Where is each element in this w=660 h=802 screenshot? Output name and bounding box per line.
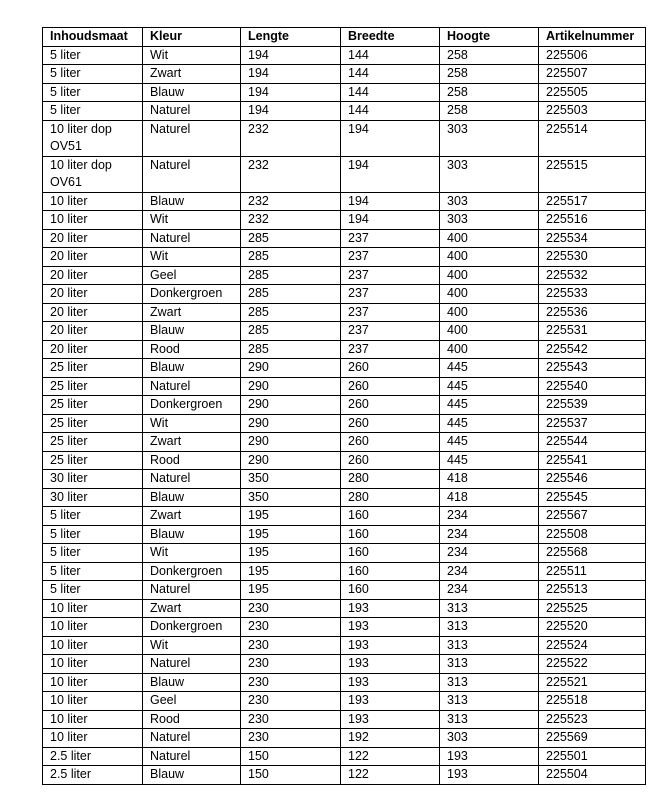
cell-lengte: 150: [241, 747, 341, 766]
cell-hoogte: 445: [440, 396, 539, 415]
table-row: [43, 414, 646, 433]
cell-breedte: 160: [341, 525, 440, 544]
cell-kleur: Zwart: [143, 507, 241, 526]
cell-inhoudsmaat: 10 liter: [43, 599, 143, 618]
cell-artikelnummer: 225568: [539, 544, 646, 563]
table-row: [43, 340, 646, 359]
cell-inhoudsmaat: 5 liter: [43, 507, 143, 526]
cell-kleur: Donkergroen: [143, 396, 241, 415]
cell-artikelnummer: 225523: [539, 710, 646, 729]
cell-hoogte: 445: [440, 414, 539, 433]
cell-lengte: 232: [241, 156, 341, 192]
cell-breedte: 193: [341, 710, 440, 729]
cell-breedte: 193: [341, 618, 440, 637]
cell-kleur: Naturel: [143, 120, 241, 156]
cell-lengte: 285: [241, 248, 341, 267]
cell-lengte: 230: [241, 710, 341, 729]
cell-lengte: 285: [241, 285, 341, 304]
cell-hoogte: 400: [440, 285, 539, 304]
cell-kleur: Wit: [143, 636, 241, 655]
cell-breedte: 144: [341, 46, 440, 65]
table-row: [43, 636, 646, 655]
cell-breedte: 193: [341, 692, 440, 711]
cell-breedte: 260: [341, 396, 440, 415]
cell-hoogte: 445: [440, 359, 539, 378]
cell-breedte: 194: [341, 192, 440, 211]
table-row: [43, 562, 646, 581]
cell-lengte: 290: [241, 396, 341, 415]
cell-kleur: Naturel: [143, 655, 241, 674]
table-row: [43, 507, 646, 526]
cell-breedte: 160: [341, 562, 440, 581]
table-row: [43, 396, 646, 415]
cell-kleur: Zwart: [143, 599, 241, 618]
cell-kleur: Naturel: [143, 729, 241, 748]
cell-hoogte: 193: [440, 747, 539, 766]
cell-inhoudsmaat: 20 liter: [43, 322, 143, 341]
cell-artikelnummer: 225541: [539, 451, 646, 470]
cell-hoogte: 313: [440, 673, 539, 692]
cell-inhoudsmaat: 25 liter: [43, 451, 143, 470]
cell-lengte: 230: [241, 655, 341, 674]
cell-artikelnummer: 225532: [539, 266, 646, 285]
cell-hoogte: 400: [440, 340, 539, 359]
cell-lengte: 195: [241, 507, 341, 526]
cell-lengte: 195: [241, 525, 341, 544]
cell-artikelnummer: 225536: [539, 303, 646, 322]
table-row: [43, 525, 646, 544]
cell-breedte: 193: [341, 673, 440, 692]
table-row: [43, 470, 646, 489]
cell-breedte: 144: [341, 65, 440, 84]
cell-kleur: Blauw: [143, 673, 241, 692]
cell-inhoudsmaat: 10 liter: [43, 729, 143, 748]
cell-inhoudsmaat: 20 liter: [43, 303, 143, 322]
cell-breedte: 237: [341, 285, 440, 304]
cell-artikelnummer: 225534: [539, 229, 646, 248]
cell-artikelnummer: 225545: [539, 488, 646, 507]
cell-hoogte: 313: [440, 618, 539, 637]
cell-breedte: 237: [341, 248, 440, 267]
cell-lengte: 232: [241, 192, 341, 211]
cell-hoogte: 234: [440, 544, 539, 563]
cell-hoogte: 313: [440, 599, 539, 618]
table-row: [43, 747, 646, 766]
cell-breedte: 193: [341, 599, 440, 618]
header-artikelnummer: Artikelnummer: [539, 28, 646, 47]
table-row: [43, 192, 646, 211]
cell-kleur: Blauw: [143, 359, 241, 378]
cell-artikelnummer: 225511: [539, 562, 646, 581]
cell-lengte: 290: [241, 359, 341, 378]
cell-hoogte: 303: [440, 211, 539, 230]
cell-kleur: Blauw: [143, 192, 241, 211]
cell-inhoudsmaat: 25 liter: [43, 359, 143, 378]
cell-inhoudsmaat: 5 liter: [43, 83, 143, 102]
table-row: [43, 46, 646, 65]
cell-lengte: 230: [241, 692, 341, 711]
cell-inhoudsmaat: 5 liter: [43, 544, 143, 563]
cell-artikelnummer: 225543: [539, 359, 646, 378]
cell-kleur: Naturel: [143, 102, 241, 121]
table-row: [43, 692, 646, 711]
cell-hoogte: 400: [440, 322, 539, 341]
cell-inhoudsmaat: 25 liter: [43, 433, 143, 452]
cell-kleur: Rood: [143, 340, 241, 359]
cell-breedte: 160: [341, 544, 440, 563]
cell-lengte: 285: [241, 322, 341, 341]
cell-artikelnummer: 225537: [539, 414, 646, 433]
cell-lengte: 230: [241, 599, 341, 618]
cell-artikelnummer: 225544: [539, 433, 646, 452]
cell-artikelnummer: 225516: [539, 211, 646, 230]
cell-kleur: Wit: [143, 211, 241, 230]
cell-breedte: 160: [341, 507, 440, 526]
cell-breedte: 193: [341, 655, 440, 674]
cell-hoogte: 234: [440, 581, 539, 600]
table-row: [43, 83, 646, 102]
cell-kleur: Rood: [143, 710, 241, 729]
cell-lengte: 230: [241, 729, 341, 748]
cell-breedte: 260: [341, 451, 440, 470]
cell-artikelnummer: 225506: [539, 46, 646, 65]
cell-breedte: 260: [341, 414, 440, 433]
cell-artikelnummer: 225513: [539, 581, 646, 600]
table-row: [43, 359, 646, 378]
cell-hoogte: 234: [440, 507, 539, 526]
cell-breedte: 193: [341, 636, 440, 655]
cell-inhoudsmaat: 10 liter: [43, 673, 143, 692]
cell-inhoudsmaat: 5 liter: [43, 46, 143, 65]
table-row: [43, 377, 646, 396]
cell-artikelnummer: 225521: [539, 673, 646, 692]
cell-inhoudsmaat: 10 liter: [43, 710, 143, 729]
cell-hoogte: 400: [440, 229, 539, 248]
table-row: [43, 729, 646, 748]
cell-lengte: 230: [241, 636, 341, 655]
cell-inhoudsmaat: 20 liter: [43, 248, 143, 267]
table-row: [43, 211, 646, 230]
header-kleur: Kleur: [143, 28, 241, 47]
cell-hoogte: 258: [440, 65, 539, 84]
cell-lengte: 195: [241, 581, 341, 600]
table-row: [43, 102, 646, 121]
cell-hoogte: 313: [440, 692, 539, 711]
cell-artikelnummer: 225533: [539, 285, 646, 304]
cell-artikelnummer: 225514: [539, 120, 646, 156]
cell-inhoudsmaat: 25 liter: [43, 377, 143, 396]
cell-lengte: 290: [241, 414, 341, 433]
cell-hoogte: 258: [440, 102, 539, 121]
cell-artikelnummer: 225508: [539, 525, 646, 544]
cell-inhoudsmaat: 2.5 liter: [43, 747, 143, 766]
cell-kleur: Zwart: [143, 303, 241, 322]
cell-lengte: 194: [241, 83, 341, 102]
cell-breedte: 260: [341, 433, 440, 452]
cell-lengte: 290: [241, 451, 341, 470]
table-row: [43, 618, 646, 637]
product-table: [42, 27, 646, 785]
cell-inhoudsmaat: 5 liter: [43, 102, 143, 121]
cell-lengte: 195: [241, 544, 341, 563]
cell-lengte: 290: [241, 433, 341, 452]
cell-artikelnummer: 225505: [539, 83, 646, 102]
cell-artikelnummer: 225520: [539, 618, 646, 637]
cell-breedte: 237: [341, 229, 440, 248]
cell-kleur: Wit: [143, 248, 241, 267]
cell-kleur: Wit: [143, 46, 241, 65]
cell-hoogte: 258: [440, 46, 539, 65]
cell-lengte: 232: [241, 120, 341, 156]
cell-kleur: Blauw: [143, 525, 241, 544]
cell-hoogte: 193: [440, 766, 539, 785]
cell-inhoudsmaat: 10 liter dop OV51: [43, 120, 143, 156]
cell-inhoudsmaat: 10 liter: [43, 618, 143, 637]
cell-kleur: Blauw: [143, 488, 241, 507]
cell-breedte: 122: [341, 747, 440, 766]
table-row: [43, 581, 646, 600]
cell-artikelnummer: 225503: [539, 102, 646, 121]
cell-hoogte: 418: [440, 470, 539, 489]
cell-lengte: 290: [241, 377, 341, 396]
cell-kleur: Donkergroen: [143, 285, 241, 304]
cell-lengte: 194: [241, 65, 341, 84]
cell-inhoudsmaat: 5 liter: [43, 581, 143, 600]
cell-lengte: 194: [241, 46, 341, 65]
cell-kleur: Wit: [143, 414, 241, 433]
cell-kleur: Zwart: [143, 65, 241, 84]
cell-inhoudsmaat: 10 liter: [43, 636, 143, 655]
table-row: [43, 433, 646, 452]
table-row: [43, 451, 646, 470]
cell-lengte: 150: [241, 766, 341, 785]
cell-inhoudsmaat: 25 liter: [43, 396, 143, 415]
cell-inhoudsmaat: 10 liter: [43, 211, 143, 230]
cell-hoogte: 400: [440, 248, 539, 267]
cell-hoogte: 303: [440, 729, 539, 748]
cell-inhoudsmaat: 20 liter: [43, 229, 143, 248]
cell-artikelnummer: 225530: [539, 248, 646, 267]
cell-artikelnummer: 225501: [539, 747, 646, 766]
table-row: [43, 229, 646, 248]
cell-artikelnummer: 225569: [539, 729, 646, 748]
cell-hoogte: 313: [440, 710, 539, 729]
table-row: [43, 544, 646, 563]
cell-kleur: Geel: [143, 692, 241, 711]
cell-inhoudsmaat: 25 liter: [43, 414, 143, 433]
cell-breedte: 144: [341, 83, 440, 102]
cell-lengte: 350: [241, 488, 341, 507]
cell-breedte: 194: [341, 156, 440, 192]
cell-inhoudsmaat: 20 liter: [43, 285, 143, 304]
cell-inhoudsmaat: 5 liter: [43, 525, 143, 544]
cell-breedte: 237: [341, 340, 440, 359]
table-row: [43, 303, 646, 322]
cell-artikelnummer: 225518: [539, 692, 646, 711]
cell-artikelnummer: 225517: [539, 192, 646, 211]
cell-inhoudsmaat: 10 liter: [43, 655, 143, 674]
cell-hoogte: 400: [440, 266, 539, 285]
cell-inhoudsmaat: 20 liter: [43, 266, 143, 285]
cell-lengte: 350: [241, 470, 341, 489]
table-row: [43, 599, 646, 618]
cell-breedte: 194: [341, 120, 440, 156]
cell-hoogte: 313: [440, 655, 539, 674]
cell-hoogte: 400: [440, 303, 539, 322]
cell-inhoudsmaat: 10 liter dop OV61: [43, 156, 143, 192]
table-row: [43, 156, 646, 192]
cell-inhoudsmaat: 20 liter: [43, 340, 143, 359]
cell-artikelnummer: 225567: [539, 507, 646, 526]
header-hoogte: Hoogte: [440, 28, 539, 47]
cell-hoogte: 418: [440, 488, 539, 507]
table-row: [43, 766, 646, 785]
cell-artikelnummer: 225540: [539, 377, 646, 396]
cell-breedte: 260: [341, 377, 440, 396]
cell-artikelnummer: 225546: [539, 470, 646, 489]
cell-breedte: 194: [341, 211, 440, 230]
cell-hoogte: 258: [440, 83, 539, 102]
cell-kleur: Wit: [143, 544, 241, 563]
cell-lengte: 232: [241, 211, 341, 230]
cell-kleur: Naturel: [143, 377, 241, 396]
cell-inhoudsmaat: 30 liter: [43, 488, 143, 507]
cell-lengte: 194: [241, 102, 341, 121]
table-row: [43, 248, 646, 267]
cell-lengte: 230: [241, 673, 341, 692]
table-body: [43, 46, 646, 784]
cell-hoogte: 445: [440, 451, 539, 470]
cell-breedte: 160: [341, 581, 440, 600]
cell-breedte: 280: [341, 488, 440, 507]
cell-kleur: Naturel: [143, 747, 241, 766]
cell-inhoudsmaat: 5 liter: [43, 65, 143, 84]
table-row: [43, 488, 646, 507]
table-row: [43, 673, 646, 692]
cell-artikelnummer: 225542: [539, 340, 646, 359]
cell-hoogte: 234: [440, 562, 539, 581]
cell-kleur: Naturel: [143, 229, 241, 248]
cell-breedte: 237: [341, 266, 440, 285]
cell-hoogte: 234: [440, 525, 539, 544]
cell-artikelnummer: 225539: [539, 396, 646, 415]
cell-kleur: Blauw: [143, 83, 241, 102]
cell-inhoudsmaat: 30 liter: [43, 470, 143, 489]
cell-artikelnummer: 225531: [539, 322, 646, 341]
header-breedte: Breedte: [341, 28, 440, 47]
table-row: [43, 285, 646, 304]
table-row: [43, 65, 646, 84]
cell-breedte: 237: [341, 322, 440, 341]
cell-lengte: 285: [241, 340, 341, 359]
cell-kleur: Geel: [143, 266, 241, 285]
cell-inhoudsmaat: 10 liter: [43, 692, 143, 711]
cell-lengte: 285: [241, 266, 341, 285]
cell-breedte: 237: [341, 303, 440, 322]
cell-lengte: 285: [241, 229, 341, 248]
cell-inhoudsmaat: 5 liter: [43, 562, 143, 581]
cell-kleur: Naturel: [143, 581, 241, 600]
cell-lengte: 285: [241, 303, 341, 322]
cell-hoogte: 303: [440, 156, 539, 192]
cell-kleur: Zwart: [143, 433, 241, 452]
table-row: [43, 322, 646, 341]
cell-kleur: Naturel: [143, 470, 241, 489]
table-row: [43, 120, 646, 156]
cell-artikelnummer: 225524: [539, 636, 646, 655]
cell-artikelnummer: 225507: [539, 65, 646, 84]
cell-artikelnummer: 225525: [539, 599, 646, 618]
table-row: [43, 710, 646, 729]
table-row: [43, 266, 646, 285]
cell-breedte: 122: [341, 766, 440, 785]
cell-hoogte: 445: [440, 377, 539, 396]
cell-kleur: Blauw: [143, 766, 241, 785]
cell-inhoudsmaat: 10 liter: [43, 192, 143, 211]
cell-lengte: 195: [241, 562, 341, 581]
cell-hoogte: 303: [440, 192, 539, 211]
cell-artikelnummer: 225515: [539, 156, 646, 192]
cell-breedte: 192: [341, 729, 440, 748]
table-header-row: [43, 28, 646, 47]
cell-breedte: 280: [341, 470, 440, 489]
table-row: [43, 655, 646, 674]
cell-inhoudsmaat: 2.5 liter: [43, 766, 143, 785]
cell-kleur: Donkergroen: [143, 618, 241, 637]
cell-hoogte: 313: [440, 636, 539, 655]
cell-kleur: Naturel: [143, 156, 241, 192]
cell-hoogte: 445: [440, 433, 539, 452]
cell-breedte: 260: [341, 359, 440, 378]
cell-lengte: 230: [241, 618, 341, 637]
cell-kleur: Blauw: [143, 322, 241, 341]
cell-artikelnummer: 225504: [539, 766, 646, 785]
cell-hoogte: 303: [440, 120, 539, 156]
cell-kleur: Donkergroen: [143, 562, 241, 581]
header-lengte: Lengte: [241, 28, 341, 47]
header-inhoudsmaat: Inhoudsmaat: [43, 28, 143, 47]
cell-breedte: 144: [341, 102, 440, 121]
cell-artikelnummer: 225522: [539, 655, 646, 674]
cell-kleur: Rood: [143, 451, 241, 470]
